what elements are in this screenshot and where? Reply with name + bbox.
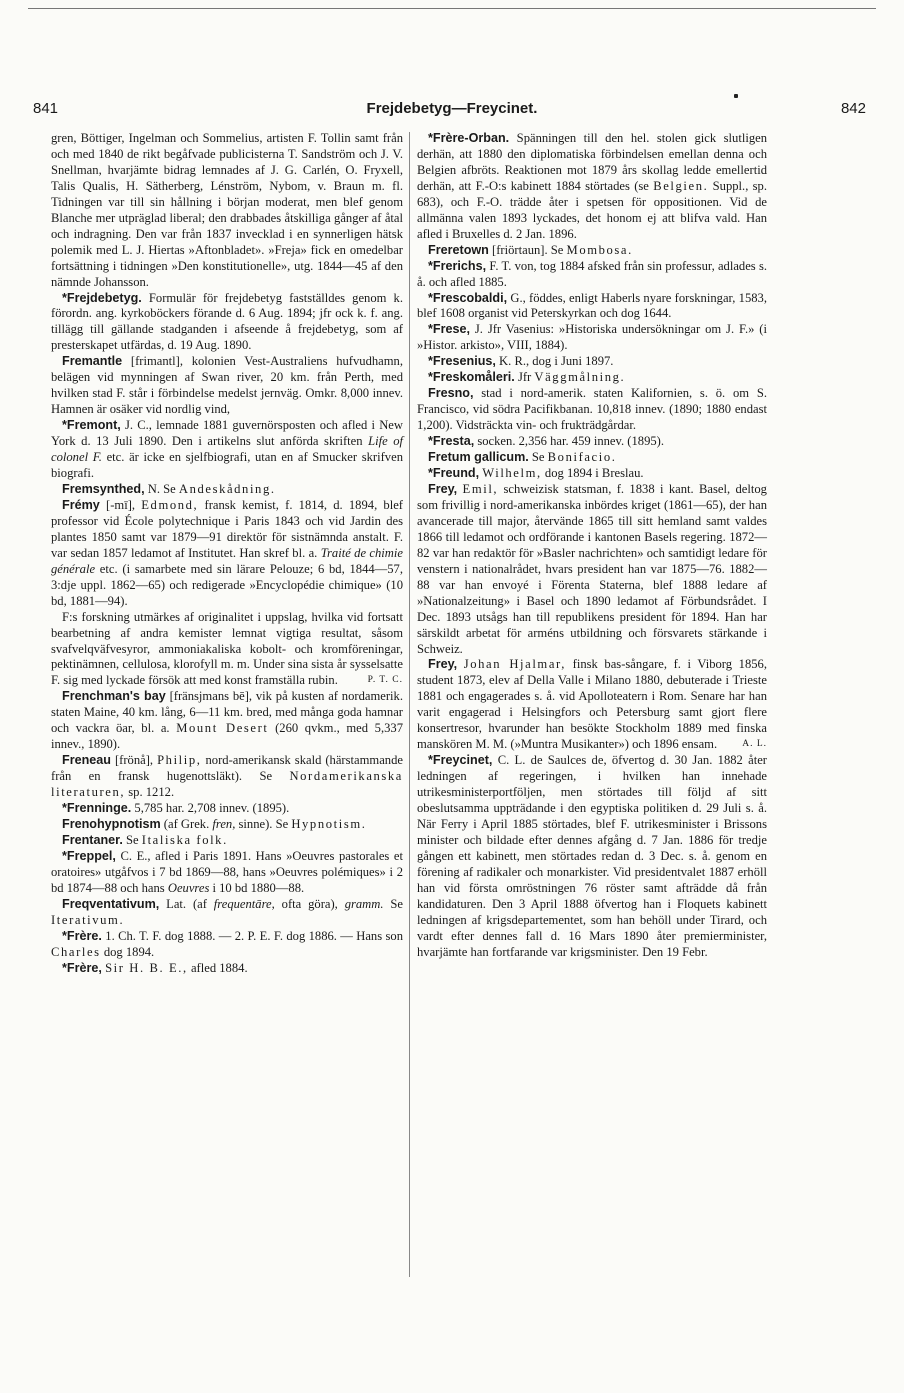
entry-frere-orban [417, 131, 767, 243]
headword: *Fresta, [428, 434, 475, 449]
entry-fresenius [417, 354, 767, 370]
entry-text: C. L. de Saulces de, öfvertog d. 30 Jan. 1882 åter ledningen af regeringen, i hvilken han innehade utrikesministerportföljen, men störtades till följd af sitt obeslutsamma uppträdande i den egyptiska politiken d. 29 Juli s. å. När Ferry i April 1885 störtades, blef F. utrikesminister i Brissons minister och bildade efter dennes afgång d. 7 Jan. 1886 för tredje gången ett kabinett, men störtades redan d. 3 Dec. s. å. genom en förening af radikaler och monarkister. Vid presidentvalet 1887 erhöll han vid första omröstningen 76 röster samt afträdde då från kandidaturen. Den 3 April 1888 öfvertog han i Floquets kabinett ledningen af krigsdepartementet, som han behöll under Tirard, och vardt efter dennes fall d. 16 Mars 1890 åter premierminister, hvarjämte han fortfarande var krigsminister. Den 19 Febr. [417, 753, 767, 959]
term: frequentāre, [213, 896, 275, 911]
cross-reference: Iterativum. [51, 912, 125, 927]
place-name: Mount Desert [176, 721, 269, 736]
headword: *Frejdebetyg. [62, 290, 142, 305]
entry-freja-continuation [51, 131, 403, 291]
entry-text: Formulär för frejdebetyg fastställdes genom k. förordn. ang. kyrkoböckers förande d. 6 Aug. 1894; jfr ock k. f. ang. tillägg till gällande stadganden i afseende å frejdebetyg, som af presterskapet utfärdas, d. 19 Aug. 1890. [51, 290, 403, 353]
cross-reference: Hypnotism. [291, 816, 367, 831]
entry-text: G., föddes, enligt Haberls nyare forskningar, 1583, blef 1608 organist vid Peterskyrkan och dog 1644. [417, 290, 767, 321]
headword: Frenohypnotism [62, 816, 161, 831]
entry-text: ofta göra), [274, 896, 345, 911]
entry-frere-sir [51, 961, 403, 977]
entry-fresno [417, 386, 767, 434]
entry-frenchmans-bay [51, 689, 403, 753]
headword: *Frenninge. [62, 801, 132, 816]
person-name: Emil, [462, 481, 499, 496]
print-mark [734, 94, 738, 98]
person-name: Sir H. B. E., [105, 960, 188, 975]
person-name: Wilhelm, [482, 466, 542, 481]
headword: *Fremont, [62, 418, 121, 433]
headword: *Frescobaldi, [428, 290, 508, 305]
entry-text: J. C., lemnade 1881 guvernörsposten och afled i New York d. 13 Juli 1890. Den i artikelns slut anförda skriften [51, 418, 403, 449]
entry-text: nord-amerikansk skald (härstammande från en fransk hugenottsläkt). Se [51, 753, 403, 784]
entry-fremantle [51, 354, 403, 418]
entry-frerichs [417, 259, 767, 291]
headword: *Frese, [428, 322, 471, 337]
entry-text: C. E., afled i Paris 1891. Hans »Oeuvres pastorales et oratoires» utgåfvos i 7 bd 1869—88, hans »Oeuvres polémiques» i 2 bd 1874—88 och hans [51, 848, 403, 895]
entry-text: [fränsjmans bē], vik på kusten af nordamerik. staten Maine, 40 km. lång, 6—11 km. bred, med många goda hamnar och vackra öar, bl. a. [51, 689, 403, 736]
headword: Frentaner. [62, 832, 123, 847]
headword: *Frerichs, [428, 258, 487, 273]
entry-frenninge [51, 801, 403, 817]
entry-text: etc. (i samarbete med sin lärare Pelouze; 6 bd, 1844—57, 3:dje uppl. 1862—65) och redigerade »Encyclopédie chimique» (10 bd, 1881—94). [51, 561, 403, 608]
entry-frey-johan-hjalmar [417, 657, 767, 753]
entry-text: i 10 bd 1880—88. [209, 880, 305, 895]
entry-text: K. R., dog i Juni 1897. [495, 354, 614, 369]
left-column [51, 131, 403, 977]
left-page-number: 841 [33, 100, 59, 117]
entry-text [457, 657, 464, 671]
entry-text: Suppl., sp. 683), och F.-O. trädde åter i spetsen för oppositionen. Vid de allmänna valen 1893 lyckades, det honom ej att blifva vald. Han afled i Bruxelles d. 2 Jan. 1896. [417, 178, 768, 241]
entry-freund [417, 466, 767, 482]
entry-text: etc. är icke en sjelfbiografi, utan en af Smucker skrifven biografi. [51, 450, 403, 481]
entry-text: gren, Böttiger, Ingelman och Sommelius, artisten F. Tollin samt från och med 1840 de rikt begåfvade publicisterna T. Sandström och J. V. Snellman, hvarjämte bidrag lemnades af J. G. Carlén, O. Fryxell, Talis Qualis, H. Sätherberg, Lénström, Nybom, v. Braun m. fl. Tidningen var till sin hållning i början moderat, men blef genom Blanche mer utpräglad liberal; den drabbades åtskilliga gånger af åtal och indragning. Den var från 1837 invecklad i en synnerligen hätsk polemik med L. J. Hiertas »Aftonbladet». »Freja» fick en omedelbar fortsättning i tidningen »Den konstitutionelle», utg. 1844—45 af den nämnde Johansson. [51, 131, 403, 289]
entry-frese [417, 322, 767, 354]
entry-fretum-gallicum [417, 450, 767, 466]
headword: Frey, [428, 657, 458, 672]
cross-reference: Nordamerikanska literaturen, [51, 769, 403, 800]
entry-text: 1. Ch. T. F. dog 1888. — 2. P. E. F. dog 1886. — Hans son [101, 928, 403, 943]
headword: *Fresenius, [428, 354, 496, 369]
headword: *Freycinet, [428, 753, 493, 768]
entry-text: sp. 1212. [125, 785, 175, 800]
entry-text: [-mī], [99, 497, 142, 512]
entry-text: (260 qvkm., med 5,337 innev., 1890). [51, 721, 403, 752]
entry-freppel [51, 849, 403, 897]
entry-frere [51, 929, 403, 961]
term: fren, [212, 816, 236, 831]
entry-text: stad i nord-amerik. staten Kalifornien, s. ö. om S. Francisco, vid södra Pacifikbanan. 10,818 innev. (1890; 1880 endast 1,200). Vidsträckta vin- och frukträdgårdar. [417, 386, 767, 433]
entry-text: F:s forskning utmärkes af originalitet i uppslag, hvilka vid fortsatt bearbetning af andra kemister lemnat vigtiga resultat, såsom svafvelqväfvesyror, ammoniakaliska kobolt- och kromföreningar, pektinämnen, cellulosa, klorofyll m. m. Under sina sista år sysselsatte F. sig med lyckade försök att med konst framställa rubin. [51, 609, 403, 688]
entry-text: fransk kemist, f. 1814, d. 1894, blef professor vid École polytechnique i Paris 1843 och vid Jardin des plantes 1850 samt var 1879—91 direktör för sistnämnda anstalt. F. var sedan 1857 ledamot af Institutet. Han skref bl. a. [51, 497, 404, 560]
right-page-number: 842 [840, 100, 866, 117]
person-name: Edmond, [141, 497, 199, 512]
term: gramm. [344, 896, 384, 911]
page-header [30, 100, 874, 122]
entry-text: N. Se [144, 481, 179, 496]
headword: *Frère-Orban. [428, 131, 510, 145]
entry-freretown [417, 243, 767, 259]
entry-text: sinne). Se [235, 816, 292, 831]
headword: Freqventativum, [62, 896, 160, 911]
book-title: Traité de chimie générale [51, 545, 403, 576]
cross-reference: Italiska folk. [141, 832, 228, 847]
headword: Frémy [62, 497, 100, 512]
entry-text: [frimantl], kolonien Vest-Australiens hufvudhamn, belägen vid mynningen af Swan river, 20 km. från Perth, med hvilken stad F. står i förbindelse medelst jernväg. Omkr. 8,000 innev. Hamnen är osäker vid nordlig vind, [51, 354, 403, 417]
entry-text: finsk bas-sångare, f. i Viborg 1856, student 1873, elev af Della Valle i Milano 1880, debuterade i Trieste 1881 och engagerades s. å. vid Apolloteatern i Rom. Senare har han varit engagerad i Helsingfors och Petersburg samt gjort flere konsertresor, hvarunder han besökte Stockholm 1889 med finska manskören M. M. (»Muntra Musikanter») och 1896 ensam. [417, 657, 767, 752]
cross-reference: Belgien. [653, 178, 709, 193]
entry-text: schweizisk statsman, f. 1838 i kant. Basel, deltog som frivillig i nord-amerikanska inbördes kriget (1861—65), der han avancerade till major, återvände 1865 till sitt hemland samt valdes 1866 till ledamot och ordförande i kantonen Basels regering. 1872—82 var han redaktör för »Basler nachrichten» och samtidigt ledare för venstern i nationalrådet, hvars president han var 1875—76. 1882—88 var han envoyé i Förenta Staterna, blef 1888 ledare af »Nationalzeitung» i Basel och 1890 ledamot af Förbundsrådet. I Dec. 1893 utsågs han till republikens president för 1894. Han har särskildt arbetat för arméns utbildning och försvarets stärkande i Schweiz. [417, 481, 767, 656]
cross-reference: Bonifacio. [547, 450, 617, 465]
entry-text: afled 1884. [187, 960, 248, 975]
entry-freskomaleri [417, 370, 767, 386]
cross-reference: Mombosa. [566, 242, 633, 257]
entry-text: [frönå], [111, 753, 158, 768]
headword: Freretown [428, 242, 489, 257]
entry-text: 5,785 har. 2,708 innev. (1895). [131, 801, 290, 816]
entry-fremy-research [51, 610, 403, 690]
book-title: Life of colonel F. [51, 434, 403, 465]
headword: Frey, [428, 481, 458, 496]
entry-fremy [51, 498, 403, 610]
headword: *Freskomåleri. [428, 370, 515, 385]
book-title: Oeuvres [167, 880, 210, 895]
person-name: Charles [51, 944, 101, 959]
cross-reference: Väggmålning. [534, 370, 626, 385]
entry-frejdebetyg [51, 291, 403, 355]
page-title: Frejdebetyg—Freycinet. [366, 100, 538, 117]
entry-text: Se [383, 896, 403, 911]
entry-text: Jfr [514, 370, 535, 385]
person-name: Philip, [157, 753, 202, 768]
headword: Fretum gallicum. [428, 450, 529, 465]
entry-text: dog 1894. [100, 944, 155, 959]
entry-text: J. Jfr Vasenius: »Historiska undersökningar om J. F.» (i »Histor. arkisto», VIII, 1884). [417, 322, 767, 353]
entry-fresta [417, 434, 767, 450]
entry-fremont [51, 418, 403, 482]
entry-text: (af Grek. [160, 816, 213, 831]
headword: *Freppel, [62, 848, 116, 863]
headword: *Freund, [428, 466, 480, 481]
headword: Frenchman's bay [62, 689, 166, 704]
entry-frescobaldi [417, 291, 767, 323]
headword: Fremsynthed, [62, 481, 145, 496]
entry-fremsynthed [51, 482, 403, 498]
entry-text: dog 1894 i Breslau. [541, 466, 644, 481]
entry-text: Lat. (af [159, 896, 214, 911]
entry-text: socken. 2,356 har. 459 innev. (1895). [474, 434, 665, 449]
headword: *Frère, [62, 960, 102, 975]
author-signature: A. L. [742, 739, 767, 750]
entry-text: Se [122, 832, 142, 847]
author-signature: P. T. C. [367, 675, 403, 686]
entry-freneau [51, 753, 403, 801]
entry-frentaner [51, 833, 403, 849]
cross-reference: Andeskådning. [178, 481, 276, 496]
headword: Fremantle [62, 354, 123, 369]
headword: *Frère. [62, 928, 102, 943]
headword: Freneau [62, 753, 111, 768]
column-divider [409, 132, 410, 1277]
entry-text: Spänningen till den hel. stolen gick slutligen derhän, att 1880 den diplomatiska förbindelsen emellan denna och Belgien afbröts. Reaktionen mot 1879 års skollag ledde emellertid derhän, att F.-O:s kabinett 1884 störtades (se [417, 131, 767, 193]
top-rule [28, 8, 876, 9]
entry-text: F. T. von, tog 1884 afsked från sin professur, adlades s. å. och afled 1885. [417, 258, 767, 289]
entry-frey-emil [417, 482, 767, 657]
headword: Fresno, [428, 386, 474, 401]
person-name: Johan Hjalmar, [463, 657, 567, 672]
entry-freycinet [417, 753, 767, 960]
entry-text: Se [528, 450, 548, 465]
entry-frenohypnotism [51, 817, 403, 833]
entry-freqventativum [51, 897, 403, 929]
right-column [417, 131, 767, 961]
entry-text: [friörtaun]. Se [488, 242, 567, 257]
